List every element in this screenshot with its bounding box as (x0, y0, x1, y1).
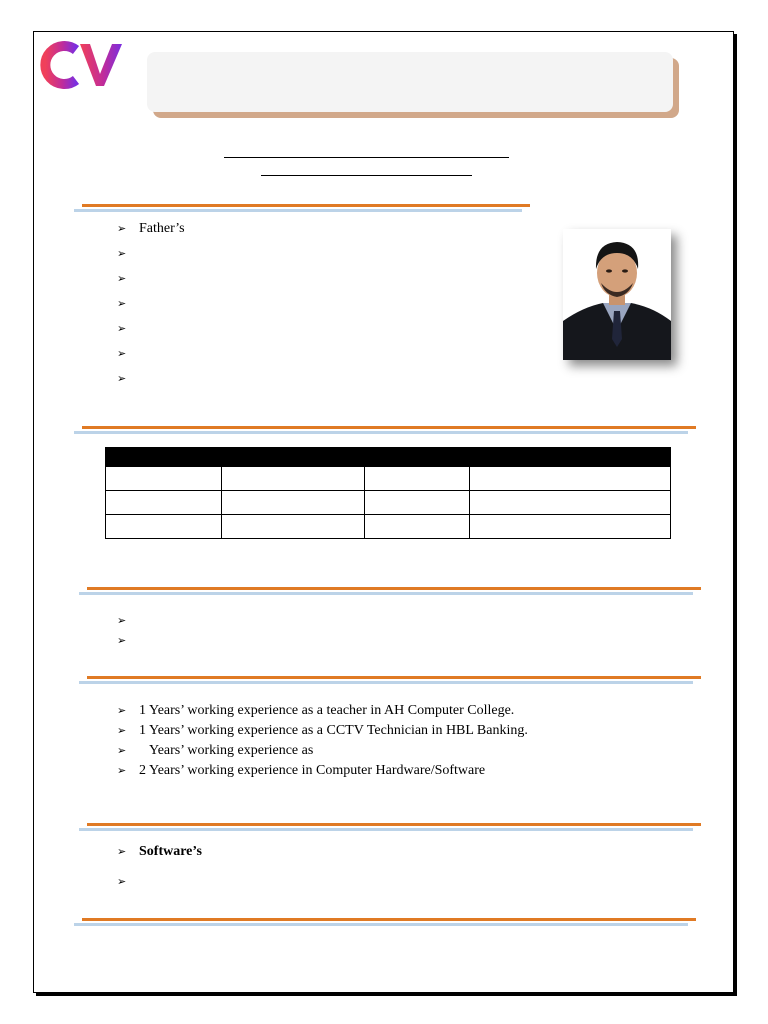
arrow-bullet-icon: ➢ (117, 876, 127, 888)
arrow-bullet-icon: ➢ (117, 765, 127, 777)
arrow-bullet-icon: ➢ (117, 273, 127, 285)
list-item (117, 344, 185, 364)
table-row (106, 515, 671, 539)
arrow-bullet-icon: ➢ (117, 373, 127, 385)
arrow-bullet-icon: ➢ (117, 323, 127, 335)
profile-photo (563, 229, 671, 360)
list-item (117, 631, 139, 651)
list-item (117, 611, 139, 631)
section-divider-bottom (74, 918, 696, 924)
list-item (117, 269, 185, 289)
list-item (117, 872, 202, 892)
cv-logo (36, 40, 126, 90)
list-item: ➢ 2 Years’ working experience in Computer Hardware/Software (117, 761, 528, 781)
table-header-row (106, 448, 671, 467)
list-item: ➢ Father’s (117, 219, 185, 239)
personal-info-list (117, 219, 185, 389)
arrow-bullet-icon: ➢ (117, 223, 127, 235)
table-row (106, 467, 671, 491)
arrow-bullet-icon: ➢ (117, 745, 127, 757)
arrow-bullet-icon: ➢ (117, 705, 127, 717)
arrow-bullet-icon: ➢ (117, 348, 127, 360)
education-table (105, 447, 671, 539)
arrow-bullet-icon: ➢ (117, 635, 127, 647)
section-divider-education (74, 426, 696, 432)
arrow-bullet-icon: ➢ (117, 298, 127, 310)
section-divider-experience (79, 676, 701, 682)
section-divider-3 (79, 587, 701, 593)
list-item: ➢ Years’ working experience as (117, 741, 528, 761)
experience-list (117, 701, 528, 781)
arrow-bullet-icon: ➢ (117, 248, 127, 260)
list-item (117, 244, 185, 264)
table-row (106, 491, 671, 515)
title-underline (224, 157, 509, 158)
arrow-bullet-icon: ➢ (117, 615, 127, 627)
section-divider-personal (74, 204, 530, 210)
section3-list (117, 611, 139, 651)
list-item: ➢ 1 Years’ working experience as a CCTV Technician in HBL Banking. (117, 721, 528, 741)
section-divider-skills (79, 823, 701, 829)
list-item (117, 294, 185, 314)
skills-list (117, 842, 202, 892)
arrow-bullet-icon: ➢ (117, 846, 127, 858)
subtitle-underline (261, 175, 472, 176)
list-item (117, 369, 185, 389)
name-title-box (147, 52, 673, 112)
arrow-bullet-icon: ➢ (117, 725, 127, 737)
list-item (117, 319, 185, 339)
list-item: ➢ 1 Years’ working experience as a teacher in AH Computer College. (117, 701, 528, 721)
list-item: ➢ Software’s (117, 842, 202, 862)
